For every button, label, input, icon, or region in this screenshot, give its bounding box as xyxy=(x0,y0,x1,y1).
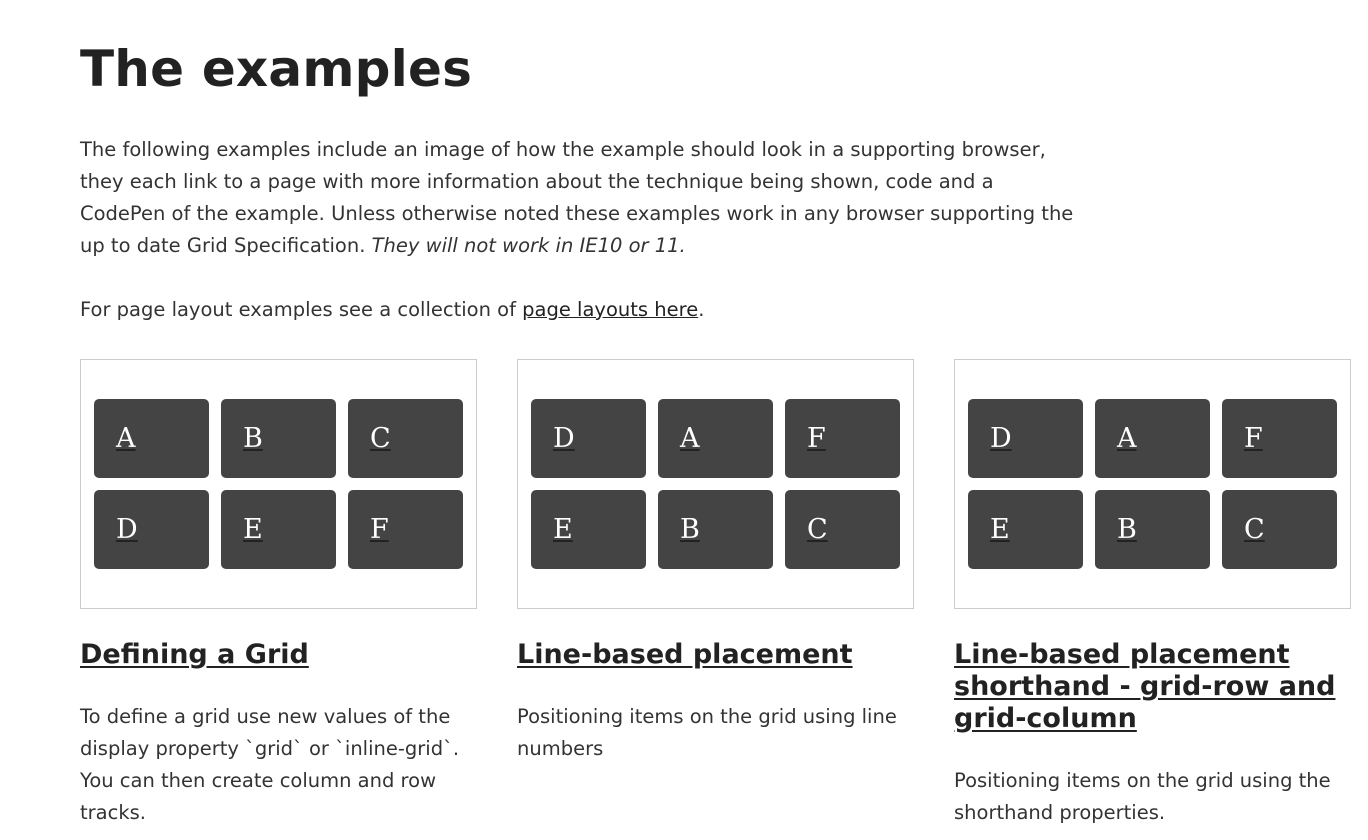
layouts-paragraph xyxy=(80,294,1080,326)
card-title xyxy=(954,639,1354,735)
example-image-link-line-based-placement[interactable] xyxy=(517,359,914,609)
card-title-link-line-based-shorthand[interactable]: Line-based placement shorthand - grid-row and grid-column xyxy=(954,639,1336,734)
grid-cell: A xyxy=(1095,399,1210,478)
grid-cell: D xyxy=(94,490,209,569)
grid-cell: B xyxy=(221,399,336,478)
grid-cell: E xyxy=(221,490,336,569)
card-title xyxy=(80,639,480,671)
layouts-prefix: For page layout examples see a collection of xyxy=(80,298,523,321)
page-layouts-link[interactable]: page layouts here xyxy=(522,298,699,321)
card-title xyxy=(517,639,917,671)
card-title-link-defining-grid[interactable]: Defining a Grid xyxy=(80,639,309,670)
card-description: To define a grid use new values of the display property `grid` or `inline-grid`. You can then create column and row tracks. xyxy=(80,705,460,824)
example-card-line-based-shorthand xyxy=(954,359,1368,829)
card-description: Positioning items on the grid using the shorthand properties. xyxy=(954,769,1331,824)
grid-cell: F xyxy=(348,490,463,569)
grid-cell: D xyxy=(968,399,1083,478)
intro-emphasis: They will not work in IE10 or 11. xyxy=(371,234,686,257)
grid-cell: B xyxy=(658,490,773,569)
intro-text: The following examples include an image of how the example should look in a supporting browser, they each link to a page with more information about the technique being shown, code and a CodePen of the example. Unless otherwise noted these examples work in any browser supporting the up to date Grid Specification. xyxy=(80,138,1074,257)
example-grid-preview xyxy=(94,399,464,569)
example-image-link-defining-grid[interactable] xyxy=(80,359,477,609)
example-card-defining-grid xyxy=(80,359,517,829)
grid-cell: F xyxy=(785,399,900,478)
grid-cell: A xyxy=(658,399,773,478)
grid-cell: C xyxy=(785,490,900,569)
example-grid-preview xyxy=(968,399,1338,569)
example-card-line-based-placement xyxy=(517,359,954,765)
grid-cell: C xyxy=(348,399,463,478)
layouts-suffix: . xyxy=(698,298,705,321)
grid-cell: F xyxy=(1222,399,1337,478)
grid-cell: A xyxy=(94,399,209,478)
example-grid-preview xyxy=(531,399,901,569)
intro-paragraph xyxy=(80,134,1080,262)
grid-cell: D xyxy=(531,399,646,478)
card-description: Positioning items on the grid using line numbers xyxy=(517,705,897,760)
grid-cell: E xyxy=(531,490,646,569)
example-image-link-line-based-shorthand[interactable] xyxy=(954,359,1351,609)
card-title-link-line-based-placement[interactable]: Line-based placement xyxy=(517,639,853,670)
page-title: The examples xyxy=(80,40,473,98)
grid-cell: E xyxy=(968,490,1083,569)
grid-cell: B xyxy=(1095,490,1210,569)
grid-cell: C xyxy=(1222,490,1337,569)
